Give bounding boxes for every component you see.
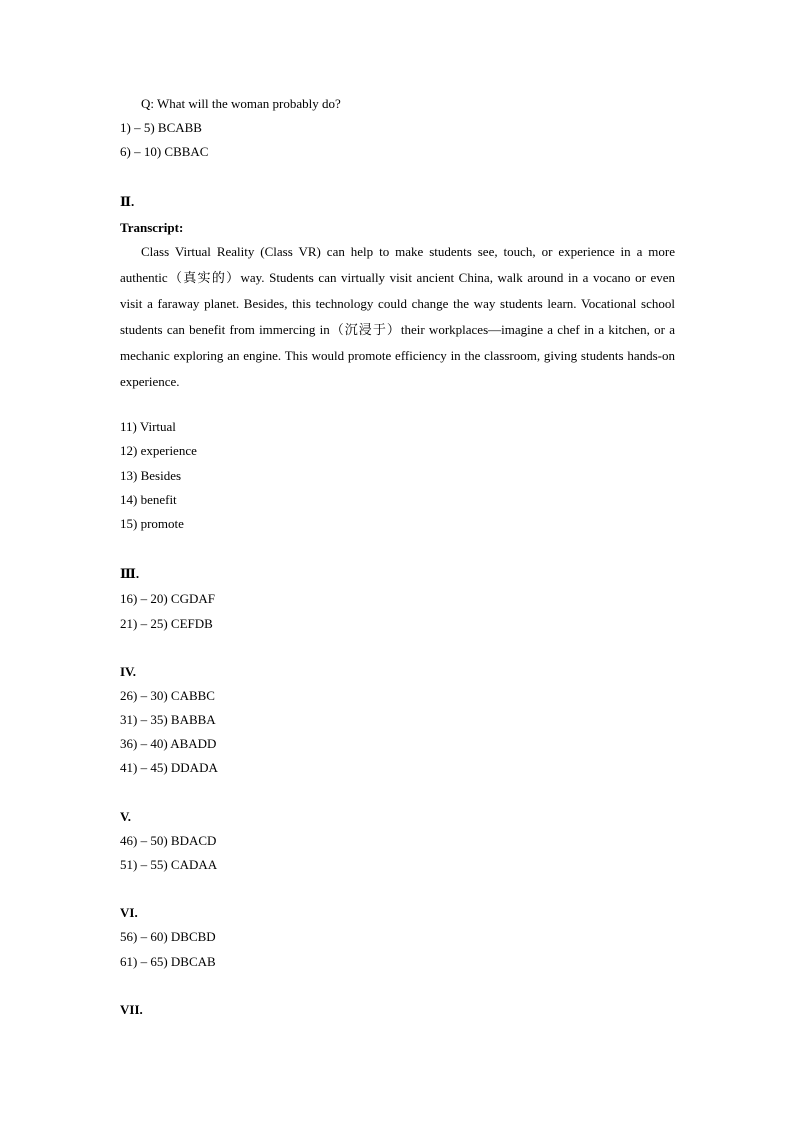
section-heading-4: IV.	[120, 664, 137, 679]
answer-line: 26) – 30) CABBC	[120, 688, 215, 703]
answer-line: 6) – 10) CBBAC	[120, 144, 209, 159]
answer-line: 61) – 65) DBCAB	[120, 954, 216, 969]
answer-line: 1) – 5) BCABB	[120, 120, 202, 135]
answer-line: 56) – 60) DBCBD	[120, 929, 216, 944]
question-text: Q: What will the woman probably do?	[141, 96, 341, 111]
answer-line: 14) benefit	[120, 492, 177, 507]
answer-line: 51) – 55) CADAA	[120, 857, 218, 872]
answer-line: 16) – 20) CGDAF	[120, 591, 215, 606]
section-heading-7: VII.	[120, 1002, 143, 1017]
answer-line: 31) – 35) BABBA	[120, 712, 216, 727]
answer-line: 12) experience	[120, 443, 197, 458]
answer-line: 15) promote	[120, 516, 184, 531]
section-heading-5: V.	[120, 809, 131, 824]
section-heading-6: VI.	[120, 905, 138, 920]
answer-line: 21) – 25) CEFDB	[120, 616, 213, 631]
transcript-label: Transcript:	[120, 220, 184, 235]
answer-line: 13) Besides	[120, 468, 182, 483]
section-heading-2: Ⅱ.	[120, 194, 135, 209]
answer-line: 41) – 45) DDADA	[120, 760, 218, 775]
transcript-paragraph: Class Virtual Reality (Class VR) can help to make students see, touch, or experience in a more authentic（真实的）way. Students can virtually visit ancient China, walk around in a vocano or even visit a faraway planet. Besides, this technology could change the way students learn. Vocational school students can benefit from immercing in（沉浸于）their workplaces—imagine a chef in a kitchen, or a mechanic exploring an engine. This would promote efficiency in the classroom, giving students hands-on experience.	[120, 244, 675, 389]
answer-line: 11) Virtual	[120, 419, 176, 434]
section-heading-3: Ⅲ.	[120, 566, 140, 581]
answer-line: 36) – 40) ABADD	[120, 736, 217, 751]
answer-line: 46) – 50) BDACD	[120, 833, 217, 848]
